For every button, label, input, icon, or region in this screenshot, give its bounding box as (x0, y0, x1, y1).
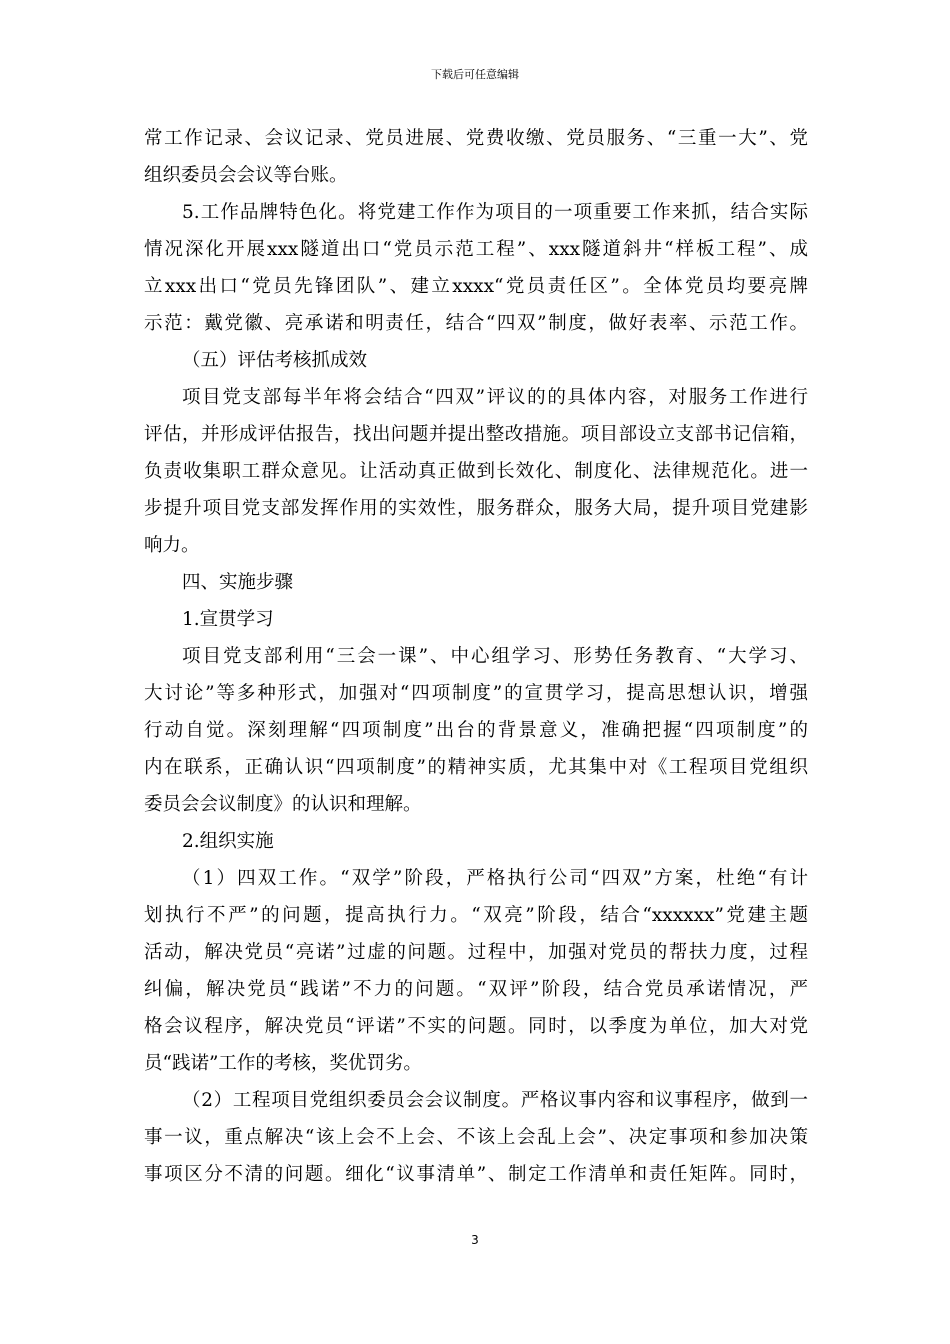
text-line: 负责收集职工群众意见。让活动真正做到长效化、制度化、法律规范化。进一 (144, 461, 808, 482)
text-line: 评估，并形成评估报告，找出问题并提出整改措施。项目部设立支部书记信箱， (144, 424, 808, 445)
paragraph-start-line: 5.工作品牌特色化。将党建工作作为项目的一项重要工作来抓，结合实际 (182, 202, 808, 223)
paragraph-start-line: （1）四双工作。“双学”阶段，严格执行公司“四双”方案，杜绝“有计 (182, 868, 808, 889)
paragraph-start-line: 项目党支部利用“三会一课”、中心组学习、形势任务教育、“大学习、 (182, 646, 808, 667)
text-line: 员“践诺”工作的考核，奖优罚劣。 (144, 1053, 422, 1074)
text-line: 格会议程序，解决党员“评诺”不实的问题。同时，以季度为单位，加大对党 (144, 1016, 808, 1037)
text-line: 划执行不严”的问题，提高执行力。“双亮”阶段，结合“xxxxxx”党建主题 (144, 905, 808, 926)
paragraph-start-line: 项目党支部每半年将会结合“四双”评议的的具体内容，对服务工作进行 (182, 387, 808, 408)
document-body (144, 120, 808, 1193)
text-line: 常工作记录、会议记录、党员进展、党费收缴、党员服务、“三重一大”、党 (144, 128, 808, 149)
text-line: 纠偏，解决党员“践诺”不力的问题。“双评”阶段，结合党员承诺情况，严 (144, 979, 808, 1000)
page-number: 3 (471, 1233, 479, 1247)
text-line: 内在联系，正确认识“四项制度”的精神实质，尤其集中对《工程项目党组织 (144, 757, 808, 778)
paragraph-start-line: （2）工程项目党组织委员会会议制度。严格议事内容和议事程序，做到一 (182, 1090, 808, 1111)
text-line: 立xxx出口“党员先锋团队”、建立xxxx“党员责任区”。全体党员均要亮牌 (144, 276, 808, 297)
text-line: 响力。 (144, 535, 200, 556)
text-line: 委员会会议制度》的认识和理解。 (144, 794, 422, 815)
subsection-heading: 1.宣贯学习 (182, 609, 274, 630)
text-line: 大讨论”等多种形式，加强对“四项制度”的宣贯学习，提高思想认识，增强 (144, 683, 808, 704)
text-line: 步提升项目党支部发挥作用的实效性，服务群众，服务大局，提升项目党建影 (144, 498, 808, 519)
text-line: 事一议，重点解决“该上会不上会、不该上会乱上会”、决定事项和参加决策 (144, 1127, 808, 1148)
text-line: 示范：戴党徽、亮承诺和明责任，结合“四双”制度，做好表率、示范工作。 (144, 313, 808, 334)
section-heading: 四、实施步骤 (182, 572, 294, 593)
text-line: 活动，解决党员“亮诺”过虚的问题。过程中，加强对党员的帮扶力度，过程 (144, 942, 808, 963)
subsection-heading: 2.组织实施 (182, 831, 274, 852)
text-line: 情况深化开展xxx隧道出口“党员示范工程”、xxx隧道斜井“样板工程”、成 (144, 239, 808, 260)
section-heading: （五）评估考核抓成效 (182, 350, 368, 371)
text-line: 组织委员会会议等台账。 (144, 165, 348, 186)
text-line: 事项区分不清的问题。细化“议事清单”、制定工作清单和责任矩阵。同时， (144, 1164, 808, 1185)
text-line: 行动自觉。深刻理解“四项制度”出台的背景意义，准确把握“四项制度”的 (144, 720, 808, 741)
page-header: 下载后可任意编辑 (431, 68, 519, 81)
